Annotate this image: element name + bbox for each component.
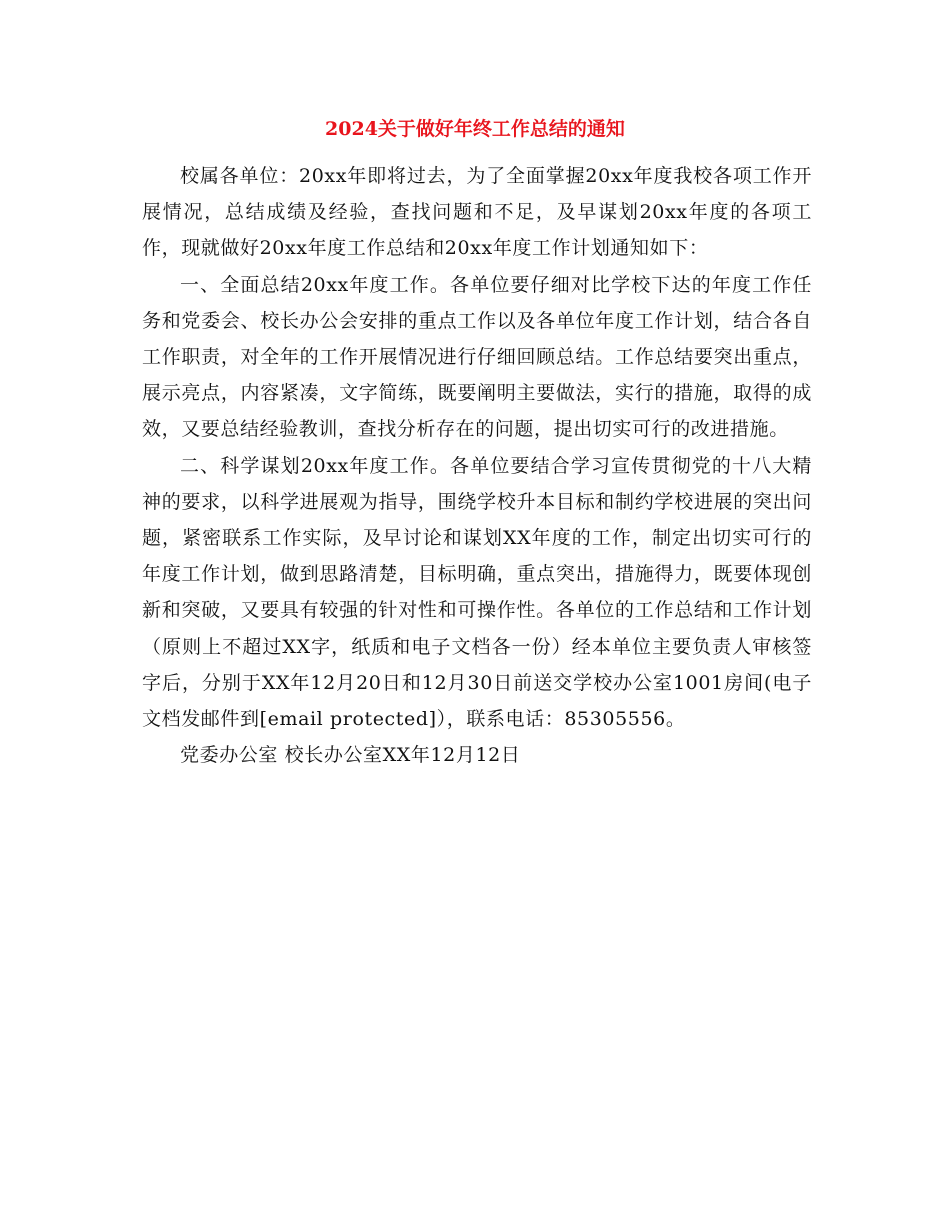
paragraph-section-one: 一、全面总结20xx年度工作。各单位要仔细对比学校下达的年度工作任务和党委会、校长办公会安排的重点工作以及各单位年度工作计划，结合各自工作职责，对全年的工作开展情况进行仔细回顾总结。工作总结要突出重点，展示亮点，内容紧凑，文字简练，既要阐明主要做法，实行的措施，取得的成效，又要总结经验教训，查找分析存在的问题，提出切实可行的改进措施。 [142,273,812,441]
paragraph-section-two: 二、科学谋划20xx年度工作。各单位要结合学习宣传贯彻党的十八大精神的要求，以科学进展观为指导，围绕学校升本目标和制约学校进展的突出问题，紧密联系工作实际，及早讨论和谋划XX年度的工作，制定出切实可行的年度工作计划，做到思路清楚，目标明确，重点突出，措施得力，既要体现创新和突破，又要具有较强的针对性和可操作性。各单位的工作总结和工作计划（原则上不超过XX字，纸质和电子文档各一份）经本单位主要负责人审核签字后，分别于XX年12月20日和12月30日前送交学校办公室1001房间(电子文档发邮件到[email protected]），联系电话：85305556。 [142,454,812,731]
document-body [142,158,812,773]
document-title: 2024关于做好年终工作总结的通知 [325,118,625,140]
paragraph-intro: 校属各单位：20xx年即将过去，为了全面掌握20xx年度我校各项工作开展情况，总结成绩及经验，查找问题和不足，及早谋划20xx年度的各项工作，现就做好20xx年度工作总结和20xx年度工作计划通知如下： [142,165,812,260]
paragraph-signature: 党委办公室 校长办公室XX年12月12日 [180,744,521,767]
